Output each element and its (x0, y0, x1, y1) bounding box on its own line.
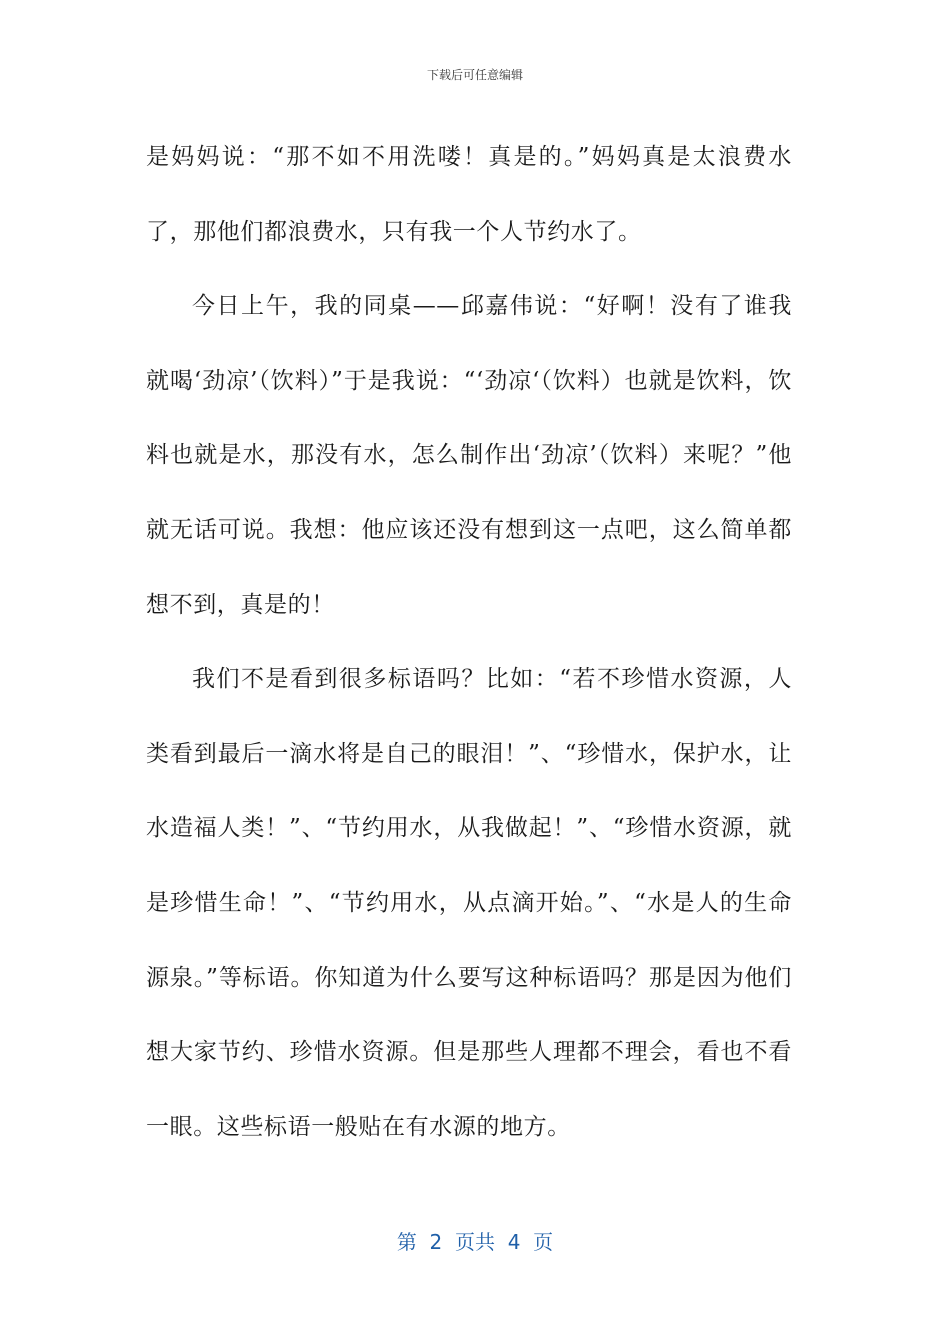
page-number-label: 第 2 页共 4 页 (396, 1230, 554, 1254)
document-body (146, 120, 792, 1164)
header-note: 下载后可任意编辑 (426, 68, 523, 82)
page-number-footer (0, 1226, 950, 1255)
paragraph-2: 今日上午，我的同桌——邱嘉伟说：“好啊！没有了谁我就喝‘劲凉’（饮料）”于是我说：“‘劲凉‘（饮料）也就是饮料，饮料也就是水，那没有水，怎么制作出‘劲凉’（饮料）来呢？”他就无话可说。我想：他应该还没有想到这一点吧，这么简单都想不到，真是的！ (146, 293, 792, 618)
paragraph-3: 我们不是看到很多标语吗？比如：“若不珍惜水资源，人类看到最后一滴水将是自己的眼泪！”、“珍惜水，保护水，让水造福人类！”、“节约用水，从我做起！”、“珍惜水资源，就是珍惜生命！”、“节约用水，从点滴开始。”、“水是人的生命源泉。”等标语。你知道为什么要写这种标语吗？那是因为他们想大家节约、珍惜水资源。但是那些人理都不理会，看也不看一眼。这些标语一般贴在有水源的地方。 (146, 666, 792, 1140)
paragraph-1: 是妈妈说：“那不如不用洗喽！真是的。”妈妈真是太浪费水了，那他们都浪费水，只有我一个人节约水了。 (146, 144, 792, 245)
